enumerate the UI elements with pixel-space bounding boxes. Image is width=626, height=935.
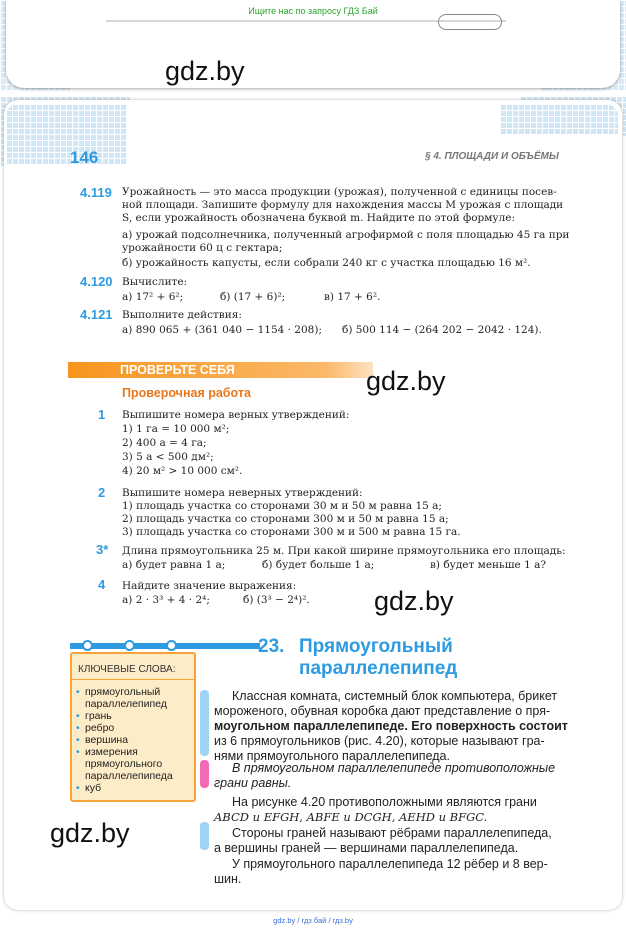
section-title: параллелепипед [299,658,458,679]
corner-grid-decoration [500,104,618,134]
question-number: 1 [98,407,106,422]
question-number: 3* [96,542,109,557]
keyword-item: • вершина [76,734,129,746]
question-item: 3) площадь участка со сторонами 300 м и 500 м равна 15 га. [122,526,461,538]
task-item: а) 890 065 + (361 040 − 1154 · 208); [122,324,322,336]
paragraph-line: моугольном параллелепипеде. Его поверхность состоит [214,719,568,733]
question-number: 4 [98,577,106,592]
question-item: 4) 20 м² > 10 000 см². [122,465,243,477]
rule-line: В прямоугольном параллелепипеде противоположные [232,761,556,775]
task-number: 4.121 [80,307,113,322]
paragraph-line: Стороны граней называют рёбрами параллелепипеда, [232,826,552,840]
section-title: Прямоугольный [299,636,453,657]
question-item: а) будет равна 1 а; [122,559,226,571]
paragraph-line: из 6 прямоугольников (рис. 4.20), которые называют гра- [214,734,545,748]
task-text: Вычислите: [122,276,188,288]
ring-decoration [82,640,93,651]
question-item: 3) 5 а < 500 дм²; [122,451,214,463]
task-text: ной площади. Запишите формулу для нахождения массы M урожая с площади [122,199,564,211]
footer-link[interactable]: gdz.by [273,916,296,925]
paragraph-marker [200,690,209,756]
task-text: Урожайность — это масса продукции (урожая), полученной с единицы посев- [122,186,557,198]
task-item: а) урожай подсолнечника, полученный агрофирмой с поля площадью 45 га при [122,229,570,241]
top-search-link[interactable]: Ищите нас по запросу ГДЗ Бай [248,6,378,16]
question-item: 1) площадь участка со сторонами 30 м и 50 м равна 15 а; [122,500,442,512]
paragraph-line: шин. [214,872,242,886]
keywords-heading: КЛЮЧЕВЫЕ СЛОВА: [78,664,176,675]
section-header: § 4. ПЛОЩАДИ И ОБЪЁМЫ [425,151,559,162]
keyword-item: • ребро [76,722,115,734]
task-item: б) (17 + 6)²; [220,291,286,303]
question-text: Выпишите номера верных утверждений: [122,409,350,421]
check-yourself-banner [68,362,373,378]
rule-line: грани равны. [214,776,292,790]
paragraph-line: а вершины граней — вершинами параллелепипеда. [214,841,519,855]
ring-decoration [166,640,177,651]
keyword-item: • измерения прямоугольного параллелепипеда [76,746,173,782]
question-item: б) (3³ − 2⁴)². [243,594,310,606]
footer-separator: / [328,916,331,925]
keywords-list [76,686,187,794]
keywords-box [70,652,196,802]
task-item: урожайности 60 ц с гектара; [122,242,283,254]
watermark: gdz.by [374,586,454,616]
footer-links [0,916,626,925]
task-item: в) 17 + 6². [324,291,381,303]
page-number: 146 [70,148,99,167]
question-text: Выпишите номера неверных утверждений: [122,487,363,499]
footer-separator: / [297,916,300,925]
footer-link[interactable]: гдз бай [301,916,327,925]
keyword-item: • прямоугольный параллелепипед [76,686,167,710]
paragraph-line: Классная комната, системный блок компьютера, брикет [232,689,558,703]
watermark: gdz.by [165,56,245,86]
paragraph-line: нями прямоугольного параллелепипеда. [214,749,450,763]
ring-decoration [124,640,135,651]
task-number: 4.119 [80,185,112,200]
task-item: б) урожайность капусты, если собрали 240 кг с участка площадью 16 м². [122,257,531,269]
paragraph-line: У прямоугольного параллелепипеда 12 рёбер и 8 вер- [232,857,548,871]
keyword-item: • куб [76,782,102,794]
task-item: а) 17² + 6²; [122,291,184,303]
question-item: б) будет больше 1 а; [262,559,375,571]
task-text: Выполните действия: [122,309,242,321]
section-number: 23. [258,636,285,657]
task-text: S, если урожайность обозначена буквой m. Найдите по этой формуле: [122,212,516,224]
keyword-item: • грань [76,710,112,722]
question-text: Длина прямоугольника 25 м. При какой ширине прямоугольника его площадь: [122,545,566,557]
footer-link[interactable]: гдз.by [332,916,353,925]
section-divider [70,643,260,649]
paragraph-line: На рисунке 4.20 противоположными являются грани [232,795,537,809]
question-number: 2 [98,485,106,500]
watermark: gdz.by [366,366,446,396]
watermark: gdz.by [50,818,130,848]
paragraph-marker [200,760,209,788]
task-number: 4.120 [80,274,113,289]
corner-grid-decoration [6,104,126,164]
paragraph-marker [200,822,209,850]
question-item: 2) площадь участка со сторонами 300 м и 50 м равна 15 а; [122,513,449,525]
check-subtitle: Проверочная работа [122,386,251,400]
question-item: 2) 400 а = 4 га; [122,437,207,449]
question-item: 1) 1 га = 10 000 м²; [122,423,230,435]
question-item: а) 2 · 3³ + 4 · 2⁴; [122,594,210,606]
question-item: в) будет меньше 1 а? [430,559,546,571]
banner-title: ПРОВЕРЬТЕ СЕБЯ [120,363,235,377]
paragraph-line: мороженого, обувная коробка дают представление о пря- [214,704,551,718]
paragraph-line: ABCD и EFGH, ABFE и DCGH, AEHD и BFGC. [214,810,488,824]
question-text: Найдите значение выражения: [122,580,297,592]
task-item: б) 500 114 − (264 202 − 2042 · 124). [342,324,542,336]
